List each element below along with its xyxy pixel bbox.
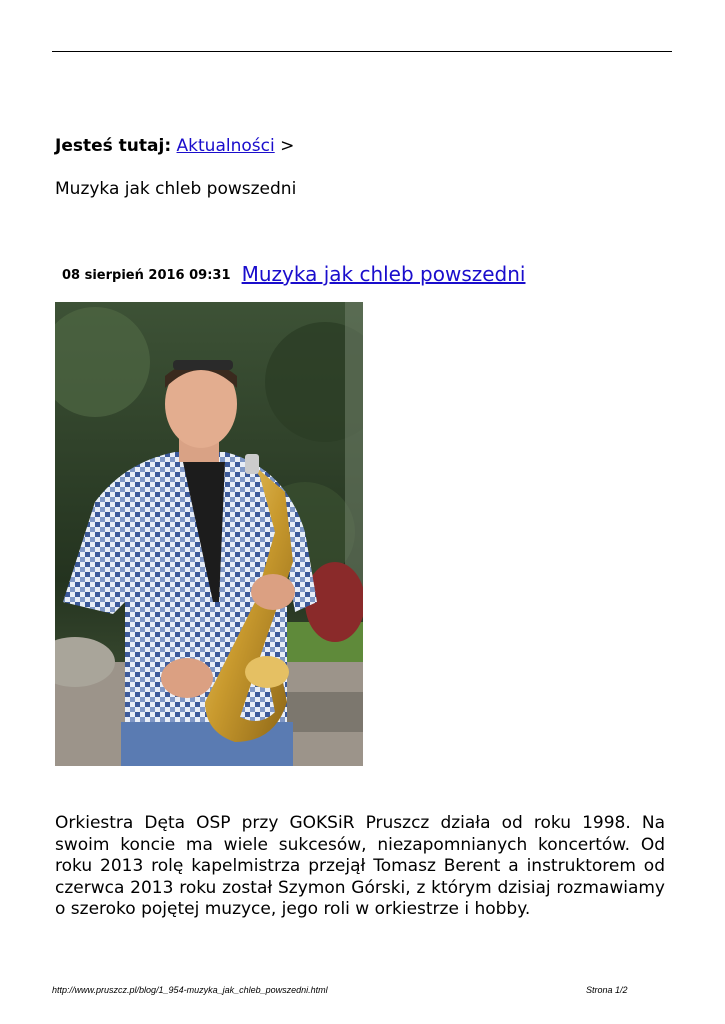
breadcrumb-label: Jesteś tutaj: <box>55 136 172 156</box>
breadcrumb <box>55 135 294 157</box>
article-body: Orkiestra Dęta OSP przy GOKSiR Pruszcz działa od roku 1998. Na swoim koncie ma wiele sukcesów, niezapomnianych koncertów. Od roku 2013 rolę kapelmistrza przejął Tomasz Berent a instruktorem od czerwca 2013 roku został Szymon Górski, z którym dzisiaj rozmawiamy o szeroko pojętej muzyce, jego roli w orkiestrze i hobby. <box>55 813 665 919</box>
breadcrumb-link-news[interactable]: Aktualności <box>176 136 275 156</box>
footer-page-number: Strona 1/2 <box>586 985 628 995</box>
article-date: 08 sierpień 2016 09:31 <box>62 268 231 283</box>
article-photo <box>55 302 363 766</box>
article-meta <box>62 262 525 286</box>
page-subtitle: Muzyka jak chleb powszedni <box>55 179 297 199</box>
article-title-link[interactable]: Muzyka jak chleb powszedni <box>241 262 526 286</box>
footer-url: http://www.pruszcz.pl/blog/1_954-muzyka_jak_chleb_powszedni.html <box>52 985 328 995</box>
header-rule <box>52 51 672 52</box>
breadcrumb-separator: > <box>280 136 295 156</box>
